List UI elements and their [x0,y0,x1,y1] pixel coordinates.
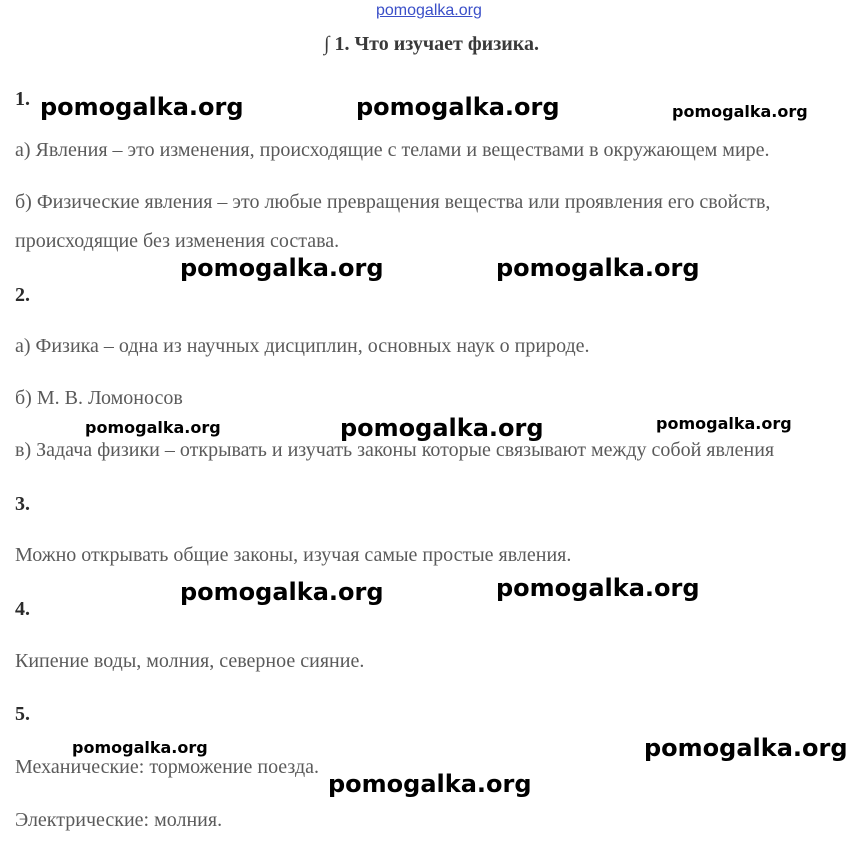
watermark: pomogalka.org [85,418,221,437]
watermark: pomogalka.org [72,738,208,757]
section-3-number: 3. [15,493,30,515]
watermark: pomogalka.org [656,414,792,433]
watermark: pomogalka.org [356,93,560,121]
section-1-line-b-cont: происходящие без изменения состава. [15,230,340,252]
section-4-line: Кипение воды, молния, северное сияние. [15,650,365,672]
section-2-number: 2. [15,284,30,306]
section-4-number: 4. [15,598,30,620]
watermark: pomogalka.org [644,734,848,762]
watermark: pomogalka.org [340,414,544,442]
section-3-line: Можно открывать общие законы, изучая самые простые явления. [15,544,572,566]
watermark: pomogalka.org [328,770,532,798]
section-1-number: 1. [15,88,30,110]
page-title: ∫ 1. Что изучает физика. [324,33,539,55]
watermark: pomogalka.org [180,578,384,606]
watermark: pomogalka.org [496,574,700,602]
section-2-line-b: б) М. В. Ломоносов [15,387,183,409]
watermark: pomogalka.org [496,254,700,282]
section-1-line-b: б) Физические явления – это любые превращения вещества или проявления его свойств, [15,191,771,213]
section-2-line-a: а) Физика – одна из научных дисциплин, основных наук о природе. [15,335,590,357]
section-2-line-c: в) Задача физики – открывать и изучать законы которые связывают между собой явления [15,439,775,461]
watermark: pomogalka.org [40,93,244,121]
section-5-number: 5. [15,703,30,725]
section-5-line-a: Механические: торможение поезда. [15,756,320,778]
section-1-line-a: а) Явления – это изменения, происходящие с телами и веществами в окружающем мире. [15,139,770,161]
section-5-line-b: Электрические: молния. [15,809,223,831]
site-link[interactable]: pomogalka.org [376,2,482,19]
watermark: pomogalka.org [180,254,384,282]
watermark: pomogalka.org [672,102,808,121]
